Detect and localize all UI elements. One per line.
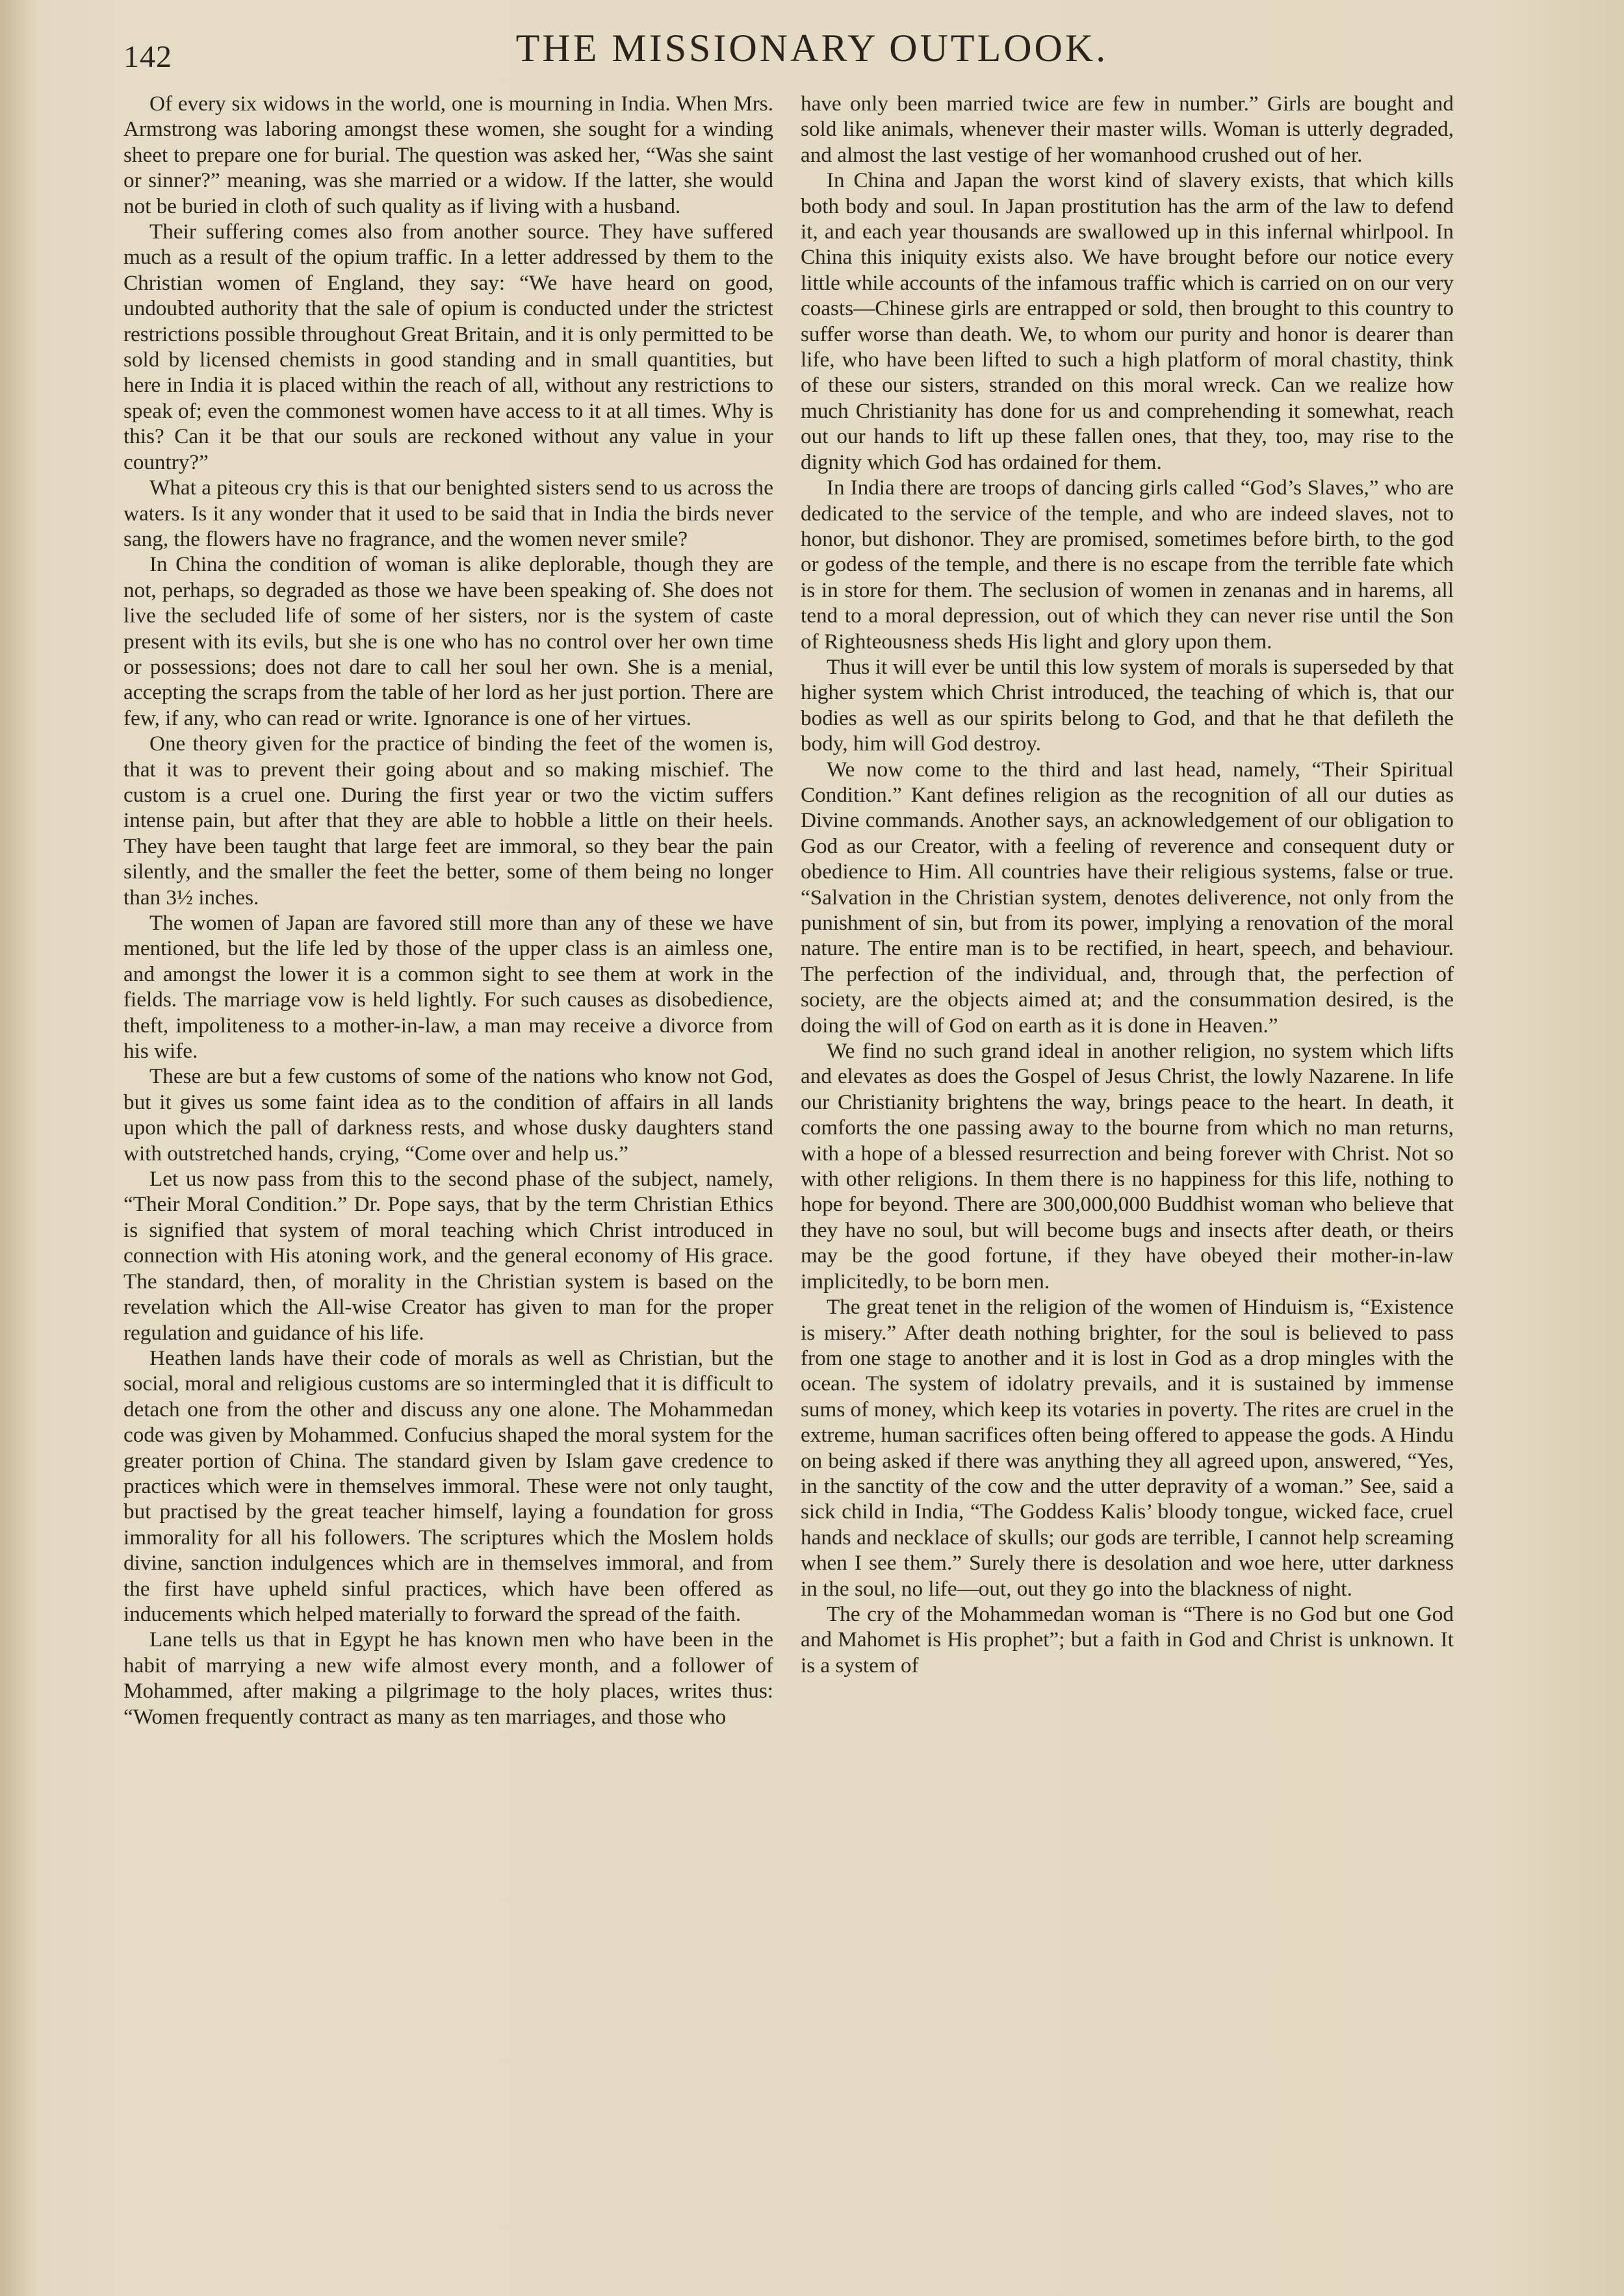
paragraph: These are but a few customs of some of the nations who know not God, but it gives us some faint idea as to the condition of affairs in all lands upon which the pall of darkness rests, and whose dusky daughters stand with outstretched hands, crying, “Come over and help us.” xyxy=(123,1064,773,1166)
paragraph: One theory given for the practice of binding the feet of the women is, that it was to prevent their going about and so making mischief. The custom is a cruel one. During the first year or two the victim suffers intense pain, but after that they are able to hobble a little on their heels. They have been taught that large feet are immoral, so they bear the pain silently, and the smaller the feet the better, some of them being no longer than 3½ inches. xyxy=(123,732,773,910)
paragraph: We now come to the third and last head, namely, “Their Spiritual Condition.” Kant defines religion as the recognition of all our duties as Divine commands. Another says, an acknowledgement of our obligation to God as our Creator, with a feeling of reverence and consequent duty or obedience to Him. All countries have their religious systems, false or true. “Salvation in the Christian system, denotes deliverence, not only from the punishment of sin, but from its power, implying a renovation of the moral nature. The entire man is to be rectified, in heart, speech, and behaviour. The perfection of the individual, and, through that, the perfection of society, are the objects aimed at; and the consummation desired, is the doing the will of God on earth as it is done in Heaven.” xyxy=(801,757,1454,1038)
paragraph: In China and Japan the worst kind of slavery exists, that which kills both body and soul. In Japan prostitution has the arm of the law to defend it, and each year thousands are swallowed up in this infernal whirlpool. In China this iniquity exists also. We have brought before our notice every little while accounts of the infamous traffic which is carried on on our very coasts—Chinese girls are entrapped or sold, then brought to this country to suffer worse than death. We, to whom our purity and honor is dearer than life, who have been lifted to such a high platform of moral chastity, think of these our sisters, stranded on this moral wreck. Can we realize how much Christianity has done for us and comprehending it somewhat, reach out our hands to lift up these fallen ones, that they, too, may rise to the dignity which God has ordained for them. xyxy=(801,168,1454,474)
paragraph: In China the condition of woman is alike deplorable, though they are not, perhaps, so degraded as those we have been speaking of. She does not live the secluded life of some of her sisters, nor is the system of caste present with its evils, but she is one who has no control over her own time or possessions; does not dare to call her soul her own. She is a menial, accepting the scraps from the table of her lord as her just portion. There are few, if any, who can read or write. Ignorance is one of her virtues. xyxy=(123,552,773,730)
page-number: 142 xyxy=(123,40,172,74)
paragraph: Lane tells us that in Egypt he has known men who have been in the habit of marrying a new wife almost every month, and a follower of Mohammed, after making a pilgrimage to the holy places, writes thus: “Women frequently contract as many as ten marriages, and those who xyxy=(123,1627,773,1729)
paragraph: The great tenet in the religion of the women of Hinduism is, “Existence is misery.” After death nothing brighter, for the soul is believed to pass from one stage to another and it is lost in God as a drop mingles with the ocean. The system of idolatry prevails, and it is sustained by immense sums of money, which keep its votaries in poverty. The rites are cruel in the extreme, human sacrifices often being offered to appease the gods. A Hindu on being asked if there was anything they all agreed upon, answered, “Yes, in the sanctity of the cow and the utter depravity of a woman.” See, said a sick child in India, “The Goddess Kalis’ bloody tongue, wicked face, cruel hands and necklace of skulls; our gods are terrible, I cannot help screaming when I see them.” Surely there is desolation and woe here, utter darkness in the soul, no life—out, out they go into the blackness of night. xyxy=(801,1295,1454,1601)
paragraph: In India there are troops of dancing girls called “God’s Slaves,” who are dedicated to the service of the temple, and who are indeed slaves, not to honor, but dishonor. They are promised, sometimes before birth, to the god or godess of the temple, and there is no escape from the terrible fate which is in store for them. The seclusion of women in zenanas and in harems, all tend to a moral depression, out of which they can never rise until the Son of Righteousness sheds His light and glory upon them. xyxy=(801,476,1454,654)
right-column xyxy=(801,91,1454,1678)
paragraph: Of every six widows in the world, one is mourning in India. When Mrs. Armstrong was laboring amongst these women, she sought for a winding sheet to prepare one for burial. The question was asked her, “Was she saint or sinner?” meaning, was she married or a widow. If the latter, she would not be buried in cloth of such quality as if living with a husband. xyxy=(123,92,773,218)
paragraph: Thus it will ever be until this low system of morals is superseded by that higher system which Christ introduced, the teaching of which is, that our bodies as well as our spirits belong to God, and that he that defileth the body, him will God destroy. xyxy=(801,654,1454,756)
left-column xyxy=(123,91,773,1729)
paragraph: We find no such grand ideal in another religion, no system which lifts and elevates as does the Gospel of Jesus Christ, the lowly Nazarene. In life our Christianity brightens the way, brings peace to the heart. In death, it comforts the one passing away to the bourne from which no man returns, with a hope of a blessed resurrection and being forever with Christ. Not so with other religions. In them there is no happiness for this life, nothing to hope for beyond. There are 300,000,000 Buddhist woman who believe that they have no soul, but will become bugs and insects after death, or theirs may be the good fortune, if they have obeyed their mother-in-law implicitedly, to be born men. xyxy=(801,1039,1454,1294)
paragraph: Heathen lands have their code of morals as well as Christian, but the social, moral and religious customs are so intermingled that it is difficult to detach one from the other and discuss any one alone. The Mohammedan code was given by Mohammed. Confucius shaped the moral system for the greater portion of China. The standard given by Islam gave credence to practices which were in themselves immoral. These were not only taught, but practised by the great teacher himself, laying a foundation for gross immorality for all his followers. The scriptures which the Moslem holds divine, sanction indulgences which are in themselves immoral, and from the first have upheld sinful practices, which have been offered as inducements which helped materially to forward the spread of the faith. xyxy=(123,1346,773,1626)
paragraph: The cry of the Mohammedan woman is “There is no God but one God and Mahomet is His prophet”; but a faith in God and Christ is unknown. It is a system of xyxy=(801,1601,1454,1677)
paragraph: What a piteous cry this is that our benighted sisters send to us across the waters. Is it any wonder that it used to be said that in India the birds never sang, the flowers have no fragrance, and the women never smile? xyxy=(123,476,773,551)
paragraph: Their suffering comes also from another source. They have suffered much as a result of the opium traffic. In a letter addressed by them to the Christian women of England, they say: “We have heard on good, undoubted authority that the sale of opium is conducted under the strictest restrictions possible throughout Great Britain, and it is only permitted to be sold by licensed chemists in good standing and in small quantities, but here in India it is placed within the reach of all, without any restrictions to speak of; even the commonest women have access to it at all times. Why is this? Can it be that our souls are reckoned without any value in your country?” xyxy=(123,220,773,474)
paragraph-continued: have only been married twice are few in number.” Girls are bought and sold like animals, whenever their master wills. Woman is utterly degraded, and almost the last vestige of her womanhood crushed out of her. xyxy=(801,92,1454,167)
paragraph: The women of Japan are favored still more than any of these we have mentioned, but the life led by those of the upper class is an aimless one, and amongst the lower it is a common sight to see them at work in the fields. The marriage vow is held lightly. For such causes as disobedience, theft, impoliteness to a mother-in-law, a man may receive a divorce from his wife. xyxy=(123,911,773,1064)
paragraph: Let us now pass from this to the second phase of the subject, namely, “Their Moral Condition.” Dr. Pope says, that by the term Christian Ethics is signified that system of moral teaching which Christ introduced in connection with His atoning work, and the general economy of His grace. The standard, then, of morality in the Christian system is based on the revelation which the All-wise Creator has given to man for the proper regulation and guidance of his life. xyxy=(123,1167,773,1345)
running-title: THE MISSIONARY OUTLOOK. xyxy=(515,27,1109,70)
